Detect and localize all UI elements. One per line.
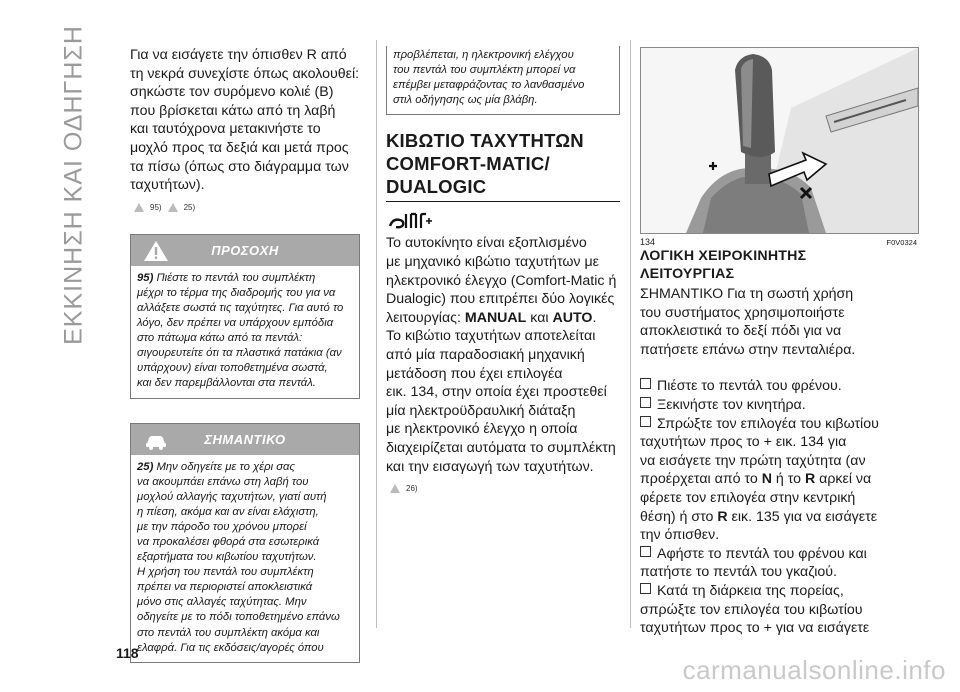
text-line: τα πίσω (όπως στο διάγραμμα των	[130, 158, 349, 175]
text-line: μοχλού αλλαγής ταχυτήτων, γιατί αυτή	[137, 490, 327, 503]
text-line: σηκώστε τον συρόμενο κολιέ (B)	[130, 84, 334, 101]
text-line: πατήσετε επάνω στην πενταλιέρα.	[640, 341, 856, 358]
text-line: αποκλειστικά το δεξί πόδι για να	[640, 323, 842, 340]
text-line: 25) Μην οδηγείτε με το χέρι σας	[137, 460, 295, 473]
text-line: του πεντάλ του συμπλέκτη μπορεί να	[393, 64, 576, 77]
warning-icon	[390, 484, 400, 493]
warning-icon	[168, 203, 178, 212]
warning-icon	[134, 203, 144, 212]
step-line: Ξεκινήστε τον κινητήρα.	[640, 396, 930, 415]
step-list	[640, 377, 930, 637]
text-line: και δεν παρεμβάλλονται στα πεντάλ.	[137, 377, 316, 390]
reference-marks: 26)	[390, 484, 620, 493]
text-line: η πίεση, ακόμα και αν είναι ελάχιστη,	[137, 505, 319, 518]
text-line: επέμβει μεταφράζοντας το λανθασμένο	[393, 79, 585, 92]
step-line: φέρετε τον επιλογέα στην κεντρική	[640, 489, 856, 506]
text-line: Το αυτοκίνητο είναι εξοπλισμένο	[386, 235, 587, 252]
text-line: αλλάξετε σωστά τις ταχύτητες. Για αυτό το	[137, 301, 344, 314]
step-line: Κατά τη διάρκεια της πορείας,	[640, 582, 930, 601]
text-line: ηλεκτρονικό έλεγχο (Comfort-Matic ή	[386, 272, 617, 289]
step-line: σπρώξτε τον επιλογέα του κιβωτίου	[640, 601, 863, 618]
step-line: πατήστε το πεντάλ του γκαζιού.	[640, 564, 837, 581]
text-line: ταχυτήτων).	[130, 177, 205, 194]
text-line: μόνο στις αλλαγές ταχύτητας. Μην	[137, 596, 307, 609]
step-line: Πιέστε το πεντάλ του φρένου.	[640, 377, 930, 396]
note-box	[130, 423, 360, 663]
text-line: διαχειρίζεται αυτόματα το συμπλέκτη	[386, 439, 616, 456]
text-line: σιγουρευτείτε ότι τα πλαστικά πατάκια (αν	[137, 347, 342, 360]
heading-line: ΚΙΒΩΤΙΟ ΤΑΧΥΤΗΤΩΝ	[386, 130, 584, 152]
gear-selector-figure	[640, 47, 919, 234]
gear-manual-icon	[388, 212, 434, 230]
text-line: στο πεντάλ του συμπλέκτη ακόμα και	[137, 626, 320, 639]
right-intro	[640, 285, 930, 359]
text-line: 95) Πιέστε το πεντάλ του συμπλέκτη	[137, 271, 316, 284]
column-divider	[376, 40, 377, 628]
text-line: να προκαλέσει φθορά στα εσωτερικά	[137, 535, 320, 548]
text-line: προβλέπεται, η ηλεκτρονική ελέγχου	[393, 49, 574, 61]
text-line: πρέπει να περιοριστεί αποκλειστικά	[137, 581, 313, 594]
note-text	[131, 455, 359, 662]
section-heading	[386, 129, 620, 198]
caution-title: ΠΡΟΣΟΧΗ	[211, 242, 279, 258]
step-line: Σπρώξτε τον επιλογέα του κιβωτίου	[640, 415, 930, 434]
left-paragraph	[130, 46, 360, 195]
watermark: carmanualsonline.info	[682, 655, 946, 685]
text-line: στο πάτωμα κάτω από τα πεντάλ:	[137, 332, 303, 345]
column-divider	[630, 40, 631, 628]
left-column	[130, 46, 360, 663]
text-line: Το κιβώτιο ταχυτήτων αποτελείται	[386, 328, 596, 345]
text-line: ΣΗΜΑΝΤΙΚΟ Για τη σωστή χρήση	[640, 286, 854, 302]
middle-column	[386, 46, 620, 493]
checkbox-bullet-icon	[640, 416, 651, 427]
text-line: μετάδοση που έχει επιλογέα	[386, 365, 563, 382]
checkbox-bullet-icon	[640, 397, 651, 408]
heading-rule	[386, 201, 620, 202]
caution-text	[131, 266, 359, 398]
text-line: Για να εισάγετε την όπισθεν R από	[130, 47, 347, 63]
text-line: με μηχανικό κιβώτιο ταχυτήτων με	[386, 253, 599, 270]
text-line: οδηγείτε με το πόδι τοποθετημένο επάνω	[137, 611, 340, 624]
step-line: ταχυτήτων προς το + εικ. 134 για	[640, 434, 847, 451]
text-line: μοχλό προς τα δεξιά και μετά προς	[130, 139, 349, 156]
checkbox-bullet-icon	[640, 546, 651, 557]
note-header	[131, 424, 359, 455]
checkbox-bullet-icon	[640, 378, 651, 389]
step-line: ταχυτήτων προς το + για να εισάγετε	[640, 620, 870, 637]
step-line: να εισάγετε την πρώτη ταχύτητα (αν	[640, 452, 866, 469]
note-title: ΣΗΜΑΝΤΙΚΟ	[204, 431, 286, 447]
text-line: ελαφρά. Για τις εκδόσεις/αγορές όπου	[137, 641, 324, 654]
note-box-continued	[386, 46, 620, 115]
reference-marks: 95) 25)	[134, 203, 360, 212]
checkbox-bullet-icon	[640, 583, 651, 594]
figure-number: 134	[640, 237, 656, 247]
caution-header	[131, 235, 359, 266]
page-number: 118	[116, 645, 139, 661]
text-line: μία ηλεκτροϋδραυλική διάταξη	[386, 402, 576, 419]
text-line: λειτουργίας: MANUAL και AUTO.	[386, 309, 597, 326]
text-line: του συστήματος χρησιμοποιήστε	[640, 304, 845, 321]
heading-line: ΛΟΓΙΚΗ ΧΕΙΡΟΚΙΝΗΤΗΣ	[640, 248, 807, 264]
text-line: να ακουμπάει επάνω στη λαβή του	[137, 475, 309, 488]
step-line: προέρχεται από το N ή το R αρκεί να	[640, 471, 872, 488]
text-line: τη νεκρά συνεχίστε όπως ακολουθεί:	[130, 65, 360, 82]
gear-lever-illustration	[641, 48, 918, 233]
right-column	[640, 247, 930, 638]
text-line: και την εισαγωγή των ταχυτήτων.	[386, 458, 594, 475]
caution-box	[130, 234, 360, 399]
step-line: την όπισθεν.	[640, 527, 720, 544]
text-line: με την πάροδο του χρόνου μπορεί	[137, 520, 307, 533]
text-line: και ταυτόχρονα μετακινήστε το	[130, 121, 321, 138]
middle-paragraph	[386, 234, 620, 476]
text-line: με ηλεκτρονικό έλεγχο η οποία	[386, 421, 578, 438]
subsection-heading	[640, 247, 930, 283]
text-line: Dualogic) που επιτρέπει δύο λογικές	[386, 291, 615, 308]
step-line: θέση) ή στο R εικ. 135 για να εισάγετε	[640, 508, 878, 525]
note-continuation-text	[387, 46, 619, 114]
text-line: εξαρτήματα του κιβωτίου ταχυτήτων.	[137, 551, 317, 564]
text-line: Η χρήση του πεντάλ του συμπλέκτη	[137, 566, 314, 579]
text-line: από μία παραδοσιακή μηχανική	[386, 346, 585, 363]
text-line: υπάρχουν) είναι τοποθετημένα σωστά,	[137, 362, 328, 375]
figure-caption	[640, 237, 917, 247]
heading-line: DUALOGIC	[386, 176, 487, 198]
side-chapter-title: ΕΚΚΙΝΗΣΗ ΚΑΙ ΟΔΗΓΗΣΗ	[59, 25, 88, 345]
text-line: στιλ οδήγησης ως μία βλάβη.	[393, 94, 538, 107]
heading-line: ΛΕΙΤΟΥΡΓΙΑΣ	[640, 266, 735, 282]
text-line: που βρίσκεται κάτω από τη λαβή	[130, 102, 336, 119]
heading-line: COMFORT-MATIC/	[386, 153, 550, 175]
text-line: μέχρι το τέρμα της διαδρομής του για να	[137, 286, 336, 299]
text-line: εικ. 134, στην οποία έχει προστεθεί	[386, 384, 607, 401]
step-line: Αφήστε το πεντάλ του φρένου και	[640, 545, 930, 564]
text-line: λόγο, δεν πρέπει να υπάρχουν εμπόδια	[137, 317, 334, 330]
figure-code: F0V0324	[886, 238, 917, 247]
